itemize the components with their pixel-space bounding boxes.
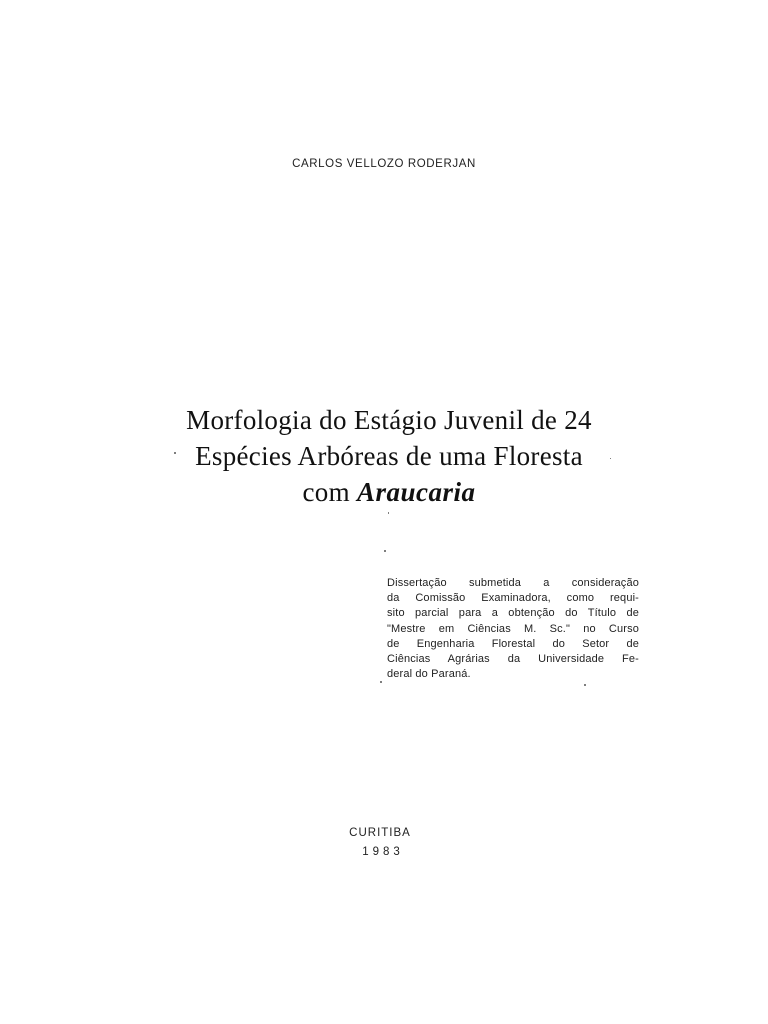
dissertation-line: de Engenharia Florestal do Setor de	[387, 637, 639, 650]
title-genus: Araucaria	[356, 477, 476, 507]
scan-speck	[174, 452, 176, 454]
publication-year: 1983	[362, 846, 404, 858]
thesis-title	[0, 402, 768, 510]
dissertation-line: "Mestre em Ciências M. Sc." no Curso	[387, 622, 639, 635]
author-name: CARLOS VELLOZO RODERJAN	[292, 158, 476, 170]
scan-speck	[610, 458, 611, 459]
title-line-1: Morfologia do Estágio Juvenil de 24	[186, 405, 592, 435]
scan-speck	[384, 550, 386, 552]
dissertation-line: sito parcial para a obtenção do Título de	[387, 607, 639, 620]
title-line-3-prefix: com	[302, 477, 357, 507]
dissertation-line: da Comissão Examinadora, como requi-	[387, 592, 639, 605]
scan-speck	[380, 681, 382, 683]
scan-speck	[584, 684, 586, 686]
title-line-2: Espécies Arbóreas de uma Floresta	[195, 441, 583, 471]
title-line-3	[0, 474, 768, 510]
publication-place: CURITIBA	[349, 827, 411, 839]
dissertation-statement	[387, 576, 639, 682]
scan-speck	[388, 512, 389, 514]
dissertation-line: Ciências Agrárias da Universidade Fe-	[387, 653, 639, 666]
dissertation-line: Dissertação submetida a consideração	[387, 577, 639, 589]
dissertation-line: deral do Paraná.	[387, 668, 471, 681]
